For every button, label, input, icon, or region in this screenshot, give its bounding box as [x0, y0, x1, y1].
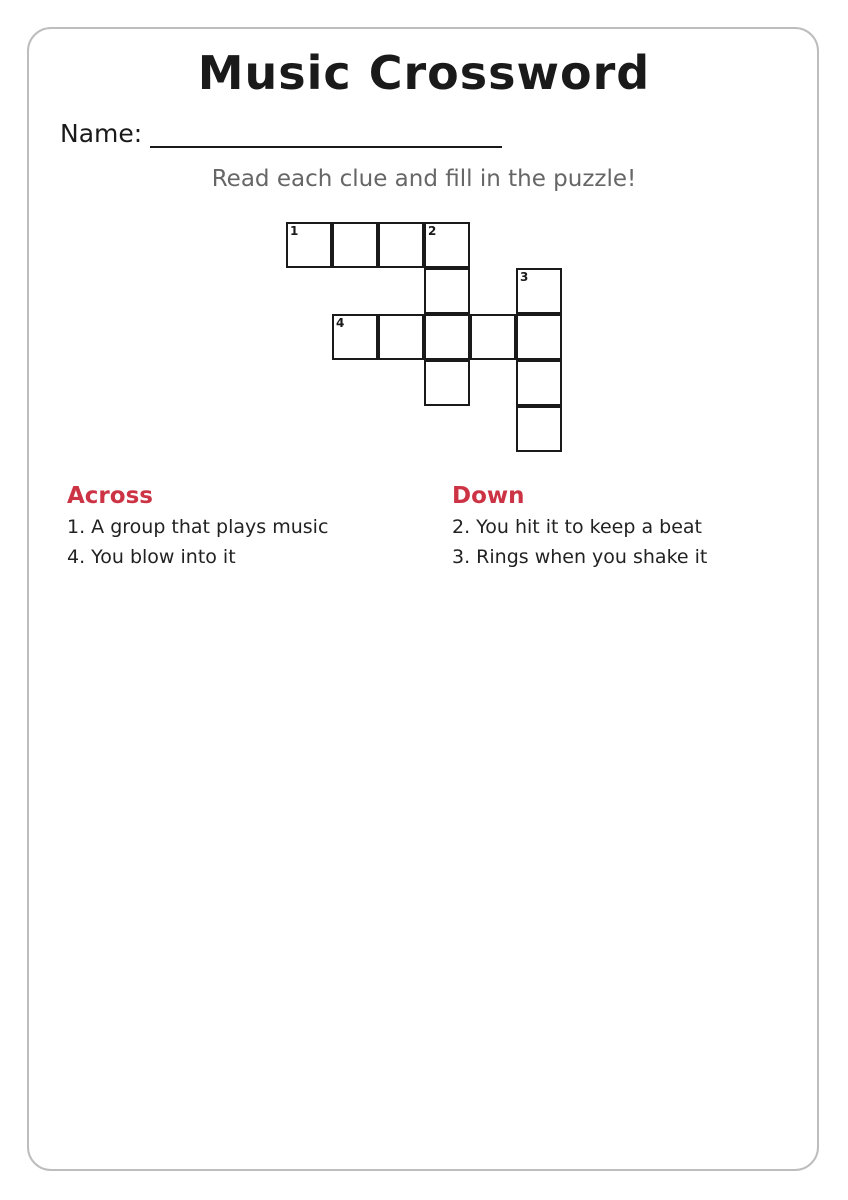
crossword-grid: [0, 0, 848, 470]
crossword-cell[interactable]: [424, 222, 470, 268]
crossword-cell[interactable]: [516, 314, 562, 360]
crossword-cell[interactable]: [424, 314, 470, 360]
clue-number: 1: [290, 224, 299, 238]
crossword-cell[interactable]: [470, 314, 516, 360]
down-clue: 3. Rings when you shake it: [452, 546, 708, 568]
crossword-cell[interactable]: [378, 314, 424, 360]
crossword-cell[interactable]: [424, 268, 470, 314]
instructions: Read each clue and fill in the puzzle!: [211, 166, 637, 192]
down-clues: [452, 483, 707, 577]
down-clue: 2. You hit it to keep a beat: [452, 516, 702, 538]
crossword-cell[interactable]: [332, 222, 378, 268]
clue-number: 2: [428, 224, 437, 238]
crossword-cell[interactable]: [424, 360, 470, 406]
down-heading: Down: [452, 483, 525, 509]
clue-number: 4: [336, 316, 345, 330]
across-clue: 1. A group that plays music: [67, 516, 329, 538]
name-label: Name:: [60, 119, 143, 148]
across-heading: Across: [67, 483, 153, 509]
crossword-cell[interactable]: [516, 360, 562, 406]
crossword-cell[interactable]: [332, 314, 378, 360]
across-clues: [67, 483, 328, 577]
across-clue: 4. You blow into it: [67, 546, 236, 568]
clue-number: 3: [520, 270, 529, 284]
crossword-cell[interactable]: [516, 406, 562, 452]
crossword-cell[interactable]: [516, 268, 562, 314]
crossword-cell[interactable]: [286, 222, 332, 268]
crossword-cell[interactable]: [378, 222, 424, 268]
page-title: Music Crossword: [197, 46, 651, 100]
